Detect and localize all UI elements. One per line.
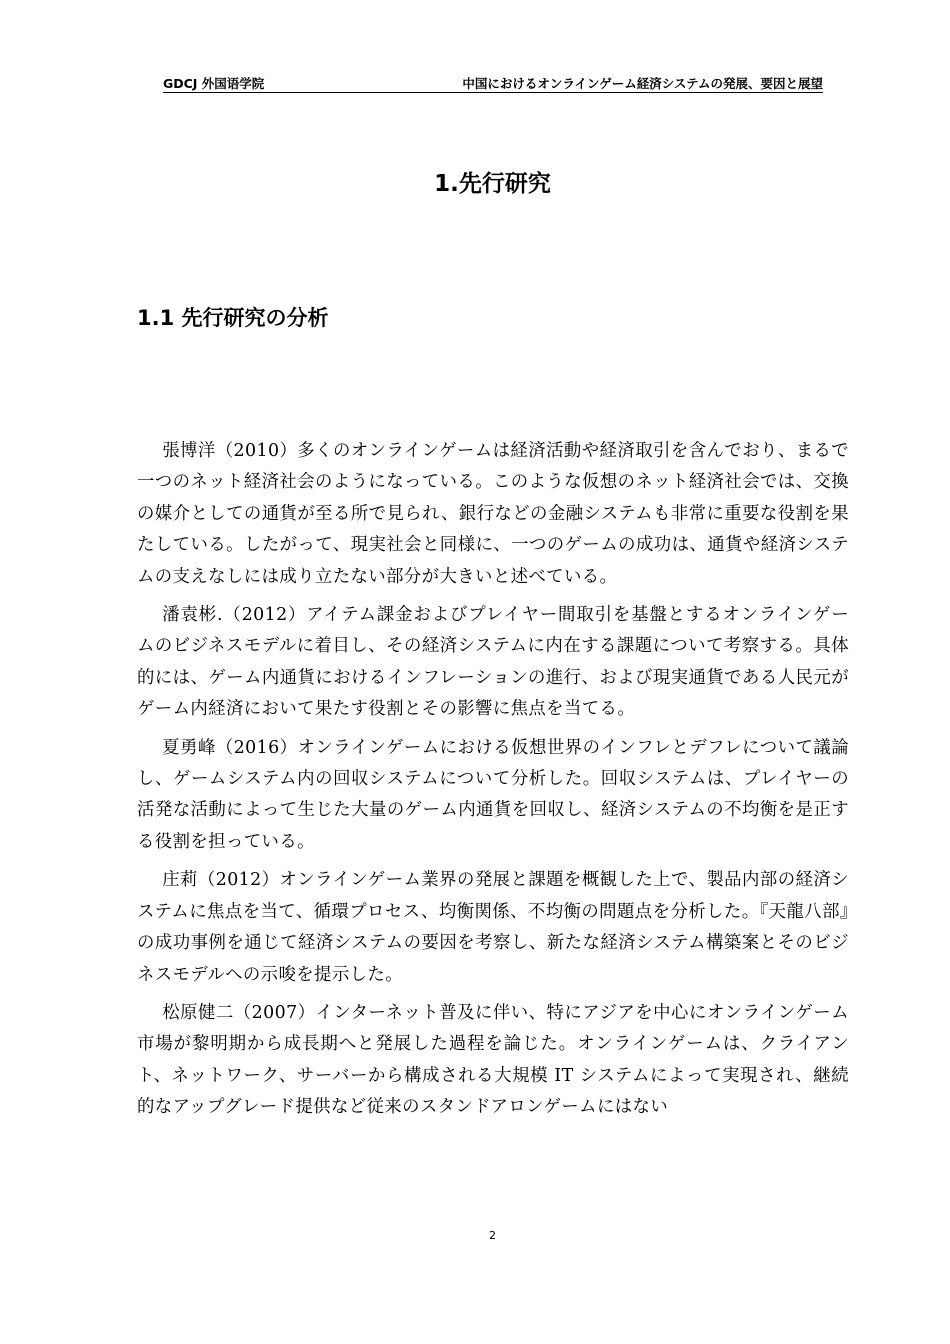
header-institution: GDCJ 外国语学院 — [163, 76, 265, 91]
paragraph-1: 張博洋（2010）多くのオンラインゲームは経済活動や経済取引を含んでおり、まるで一つのネット経済社会のようになっている。このような仮想のネット経済社会では、交換の媒介としての通貨が至る所で見られ、銀行などの金融システムも非常に重要な役割を果たしている。したがって、現実社会と同様に、一つのゲームの成功は、通貨や経済システムの支えなしには成り立たない部分が大きいと述べている。 — [137, 441, 849, 587]
header-thesis-title: 中国におけるオンラインゲーム経済システムの発展、要因と展望 — [462, 76, 823, 91]
paragraph-5: 松原健二（2007）インターネット普及に伴い、特にアジアを中心にオンラインゲーム市場が黎明期から成長期へと発展した過程を論じた。オンラインゲームは、クライアント、ネットワーク、サーバーから構成される大規模 IT システムによって実現され、継続的なアップグレード提供など従来のスタンドアロンゲームにはない — [137, 1002, 849, 1118]
paragraph-3: 夏勇峰（2016）オンラインゲームにおける仮想世界のインフレとデフレについて議論し、ゲームシステム内の回収システムについて分析した。回収システムは、プレイヤーの活発な活動によって生じた大量のゲーム内通貨を回収し、経済システムの不均衡を是正する役割を担っている。 — [137, 737, 849, 852]
section-title: 1.1 先行研究の分析 — [137, 306, 329, 330]
paragraph-4: 庄莉（2012）オンラインゲーム業界の発展と課題を概観した上で、製品内部の経済システムに焦点を当て、循環プロセス、均衡関係、不均衡の問題点を分析した。『天龍八部』の成功事例を通じて経済システムの要因を考察し、新たな経済システム構築案とそのビジネスモデルへの示唆を提示した。 — [137, 870, 849, 985]
running-header — [163, 72, 823, 93]
paragraph-2: 潘袁彬.（2012）アイテム課金およびプレイヤー間取引を基盤とするオンラインゲームのビジネスモデルに着目し、その経済システムに内在する課題について考察する。具体的には、ゲーム内通貨におけるインフレーションの進行、および現実通貨である人民元がゲーム内経済において果たす役割とその影響に焦点を当てる。 — [137, 605, 849, 720]
body-text — [137, 436, 849, 1131]
page-number: 2 — [489, 1229, 496, 1242]
chapter-title: 1.先行研究 — [434, 171, 551, 197]
